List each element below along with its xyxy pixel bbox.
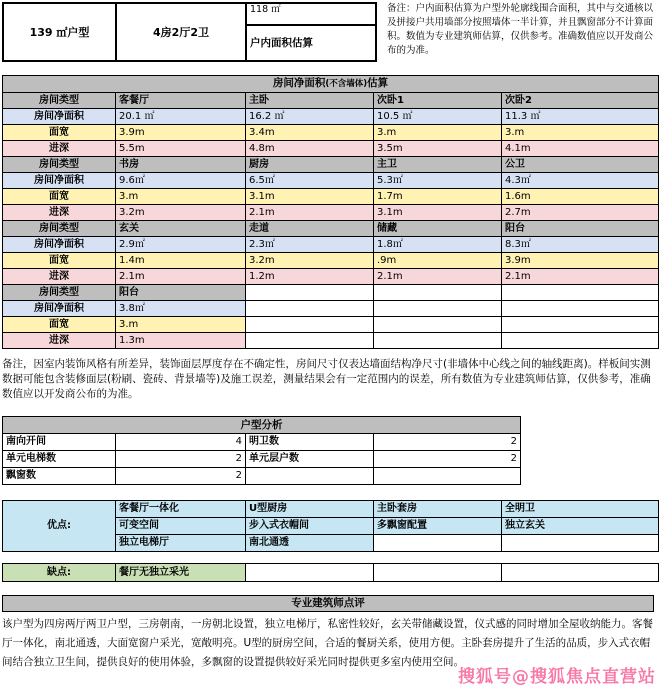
room-table-title-row [3, 76, 659, 93]
pros-item-cell [502, 535, 659, 552]
room-width-label: 面宽 [3, 253, 116, 269]
room-type-row [3, 93, 659, 109]
room-width-cell: 3.m [374, 125, 502, 141]
room-depth-cell [246, 333, 374, 349]
analysis-label: 明卫数 [246, 434, 374, 451]
analysis-value: 4 [116, 434, 246, 451]
room-area-cell: 20.1 ㎡ [116, 109, 246, 125]
watermark: 搜狐号@搜狐焦点直营站 [458, 667, 656, 687]
room-width-row [3, 317, 659, 333]
inner-area-value-cell: 118 ㎡ [246, 3, 376, 25]
room-table-title-suffix: 估算 [367, 77, 389, 89]
unit-layout-cell: 4房2厅2卫 [116, 3, 246, 61]
room-depth-cell: 2.1m [246, 205, 374, 221]
room-name-cell: 次卧1 [374, 93, 502, 109]
review-title: 专业建筑师点评 [2, 595, 654, 612]
room-name-cell [374, 285, 502, 301]
pros-table [2, 500, 659, 552]
room-name-cell: 走道 [246, 221, 374, 237]
room-name-cell: 主卫 [374, 157, 502, 173]
room-depth-cell: 3.5m [374, 141, 502, 157]
room-area-label: 房间净面积 [3, 237, 116, 253]
pros-row [3, 501, 659, 518]
room-depth-cell: 5.5m [116, 141, 246, 157]
room-width-cell [246, 317, 374, 333]
pros-item-cell: 独立玄关 [502, 518, 659, 535]
analysis-row [3, 451, 521, 468]
cons-item-cell: 餐厅无独立采光 [116, 564, 246, 582]
room-area-cell: 1.8㎡ [374, 237, 502, 253]
room-width-cell: 3.2m [246, 253, 374, 269]
room-width-cell: 1.6m [502, 189, 659, 205]
unit-size-cell: 139 ㎡户型 [3, 3, 116, 61]
pros-item-cell: 主卧套房 [374, 501, 502, 518]
room-width-cell: 3.m [502, 125, 659, 141]
room-area-table [2, 75, 659, 349]
room-width-label: 面宽 [3, 317, 116, 333]
top-header [2, 2, 658, 62]
room-name-cell: 储藏 [374, 221, 502, 237]
room-depth-cell: 1.2m [246, 269, 374, 285]
analysis-value [374, 468, 521, 485]
room-type-label: 房间类型 [3, 157, 116, 173]
analysis-title: 户型分析 [3, 417, 521, 434]
room-depth-cell: 2.7m [502, 205, 659, 221]
room-depth-label: 进深 [3, 269, 116, 285]
analysis-value: 2 [116, 468, 246, 485]
pros-label: 优点: [3, 501, 116, 552]
room-name-cell: 厨房 [246, 157, 374, 173]
room-depth-row [3, 205, 659, 221]
room-type-row [3, 221, 659, 237]
room-width-cell: 3.9m [502, 253, 659, 269]
inner-area-label-cell: 户内面积估算 [246, 25, 376, 61]
cons-row [3, 564, 659, 582]
analysis-value: 2 [116, 451, 246, 468]
room-type-label: 房间类型 [3, 221, 116, 237]
room-depth-cell: 2.1m [502, 269, 659, 285]
pros-item-cell: 步入式衣帽间 [246, 518, 374, 535]
room-width-cell: 1.7m [374, 189, 502, 205]
room-table-title [3, 76, 659, 93]
room-area-cell: 5.3㎡ [374, 173, 502, 189]
analysis-row [3, 468, 521, 485]
room-name-cell: 阳台 [116, 285, 246, 301]
unit-analysis-table [2, 416, 521, 485]
analysis-label [246, 468, 374, 485]
room-width-row [3, 253, 659, 269]
analysis-row [3, 434, 521, 451]
cons-table [2, 563, 659, 582]
room-depth-cell: 4.8m [246, 141, 374, 157]
room-area-cell [502, 301, 659, 317]
room-name-cell [246, 285, 374, 301]
analysis-value: 2 [374, 451, 521, 468]
room-name-cell [502, 285, 659, 301]
analysis-label: 单元电梯数 [3, 451, 116, 468]
room-width-cell: 3.m [116, 317, 246, 333]
room-depth-cell [502, 333, 659, 349]
pros-item-cell [374, 535, 502, 552]
room-width-cell: 3.1m [246, 189, 374, 205]
room-depth-cell: 3.2m [116, 205, 246, 221]
room-width-cell: .9m [374, 253, 502, 269]
room-width-cell: 3.4m [246, 125, 374, 141]
pros-item-cell: 客餐厅一体化 [116, 501, 246, 518]
room-depth-row [3, 269, 659, 285]
room-area-row [3, 109, 659, 125]
pros-item-cell: U型厨房 [246, 501, 374, 518]
analysis-title-row [3, 417, 521, 434]
room-width-cell: 1.4m [116, 253, 246, 269]
room-area-label: 房间净面积 [3, 109, 116, 125]
room-name-cell: 阳台 [502, 221, 659, 237]
room-name-cell: 书房 [116, 157, 246, 173]
room-name-cell: 次卧2 [502, 93, 659, 109]
room-width-label: 面宽 [3, 125, 116, 141]
room-area-cell: 2.3㎡ [246, 237, 374, 253]
room-width-cell [374, 317, 502, 333]
room-area-cell [374, 301, 502, 317]
room-depth-cell: 4.1m [502, 141, 659, 157]
room-area-label: 房间净面积 [3, 173, 116, 189]
room-depth-label: 进深 [3, 205, 116, 221]
room-depth-cell [374, 333, 502, 349]
pros-item-cell: 独立电梯厅 [116, 535, 246, 552]
header-row-1 [3, 3, 376, 25]
room-area-cell: 11.3 ㎡ [502, 109, 659, 125]
pros-item-cell: 多飘窗配置 [374, 518, 502, 535]
cons-label: 缺点: [3, 564, 116, 582]
cons-item-cell [374, 564, 502, 582]
room-width-cell: 3.9m [116, 125, 246, 141]
room-area-cell: 3.8㎡ [116, 301, 246, 317]
room-depth-cell: 2.1m [374, 269, 502, 285]
room-area-cell: 8.3㎡ [502, 237, 659, 253]
room-table-title-prefix: 房间净面积 [272, 77, 326, 89]
room-area-cell: 2.9㎡ [116, 237, 246, 253]
pros-item-cell: 南北通透 [246, 535, 374, 552]
cons-item-cell [246, 564, 374, 582]
room-area-label: 房间净面积 [3, 301, 116, 317]
room-width-cell: 3.m [116, 189, 246, 205]
room-table-title-small: (不含墙体) [325, 79, 368, 89]
room-width-label: 面宽 [3, 189, 116, 205]
room-area-cell: 10.5 ㎡ [374, 109, 502, 125]
room-width-cell [502, 317, 659, 333]
room-name-cell: 玄关 [116, 221, 246, 237]
room-area-cell [246, 301, 374, 317]
review-text: 该户型为四房两厅两卫户型，三房朝南，一房朝北设置，独立电梯厅，私密性较好，玄关带储藏设置，仪式感的同时增加全屋收纳能力。客餐厅一体化，南北通透，大面宽窗户采光，宽敞明亮。U型的厨房空间，合适的餐厨关系，使用方便。主卧套房提升了生活的品质，步入式衣帽间结合独立卫生间，提供良好的使用体验，多飘窗的设置提供较好采光同时提供更多室内使用空间。 [2, 618, 653, 668]
room-type-row [3, 157, 659, 173]
room-area-cell: 4.3㎡ [502, 173, 659, 189]
room-type-label: 房间类型 [3, 93, 116, 109]
analysis-label: 单元层户数 [246, 451, 374, 468]
analysis-value: 2 [374, 434, 521, 451]
room-area-row [3, 301, 659, 317]
pros-item-cell: 可变空间 [116, 518, 246, 535]
room-area-cell: 16.2 ㎡ [246, 109, 374, 125]
room-name-cell: 主卧 [246, 93, 374, 109]
room-depth-cell: 1.3m [116, 333, 246, 349]
room-type-label: 房间类型 [3, 285, 116, 301]
room-depth-cell: 2.1m [116, 269, 246, 285]
room-width-row [3, 189, 659, 205]
room-area-cell: 9.6㎡ [116, 173, 246, 189]
unit-header-table [2, 2, 377, 62]
measurement-note: 备注，因室内装饰风格有所差异，装饰面层厚度存在不确定性，房间尺寸仅表达墙面结构净尺寸(非墙体中心线之间的轴线距离)。样板间实测数据可能包含装修面层(粉刷、瓷砖、背景墙等)及施工误差，测量结果会有一定范围内的误差，所有数值为专业建筑师估算，仅供参考，准确数值应以开发商公布的为准。 [2, 358, 651, 400]
header-remark: 备注：户内面积估算为户型外轮廓线围合面积，其中与交通核以及拼接户共用墙部分按照墙体一半计算，并且飘窗部分不计算面积。数值为专业建筑师估算，仅供参考。准确数值应以开发商公布的为准。 [387, 3, 654, 56]
room-type-row [3, 285, 659, 301]
room-depth-cell: 3.1m [374, 205, 502, 221]
room-depth-row [3, 141, 659, 157]
room-depth-label: 进深 [3, 141, 116, 157]
pros-item-cell: 全明卫 [502, 501, 659, 518]
room-name-cell: 客餐厅 [116, 93, 246, 109]
room-area-row [3, 237, 659, 253]
room-depth-label: 进深 [3, 333, 116, 349]
room-area-row [3, 173, 659, 189]
room-area-cell: 6.5㎡ [246, 173, 374, 189]
room-depth-row [3, 333, 659, 349]
room-name-cell: 公卫 [502, 157, 659, 173]
cons-item-cell [502, 564, 659, 582]
room-width-row [3, 125, 659, 141]
analysis-label: 南向开间 [3, 434, 116, 451]
analysis-label: 飘窗数 [3, 468, 116, 485]
